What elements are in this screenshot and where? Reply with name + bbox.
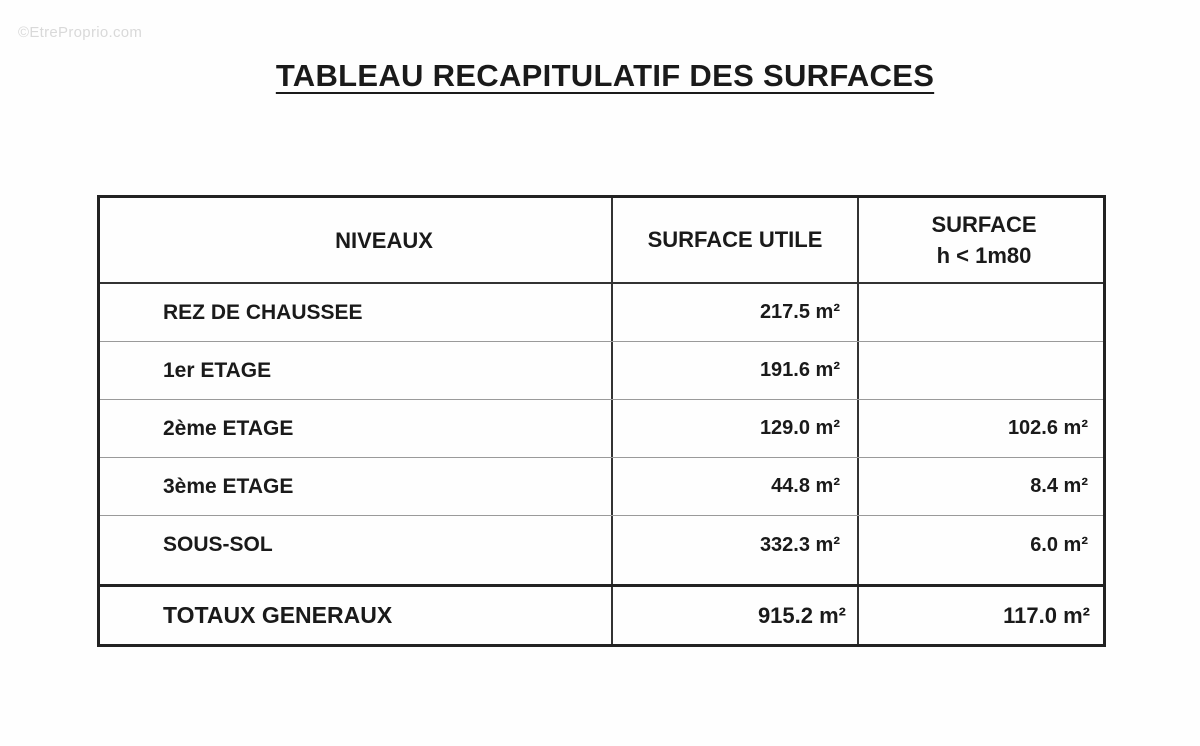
page-title-text: TABLEAU RECAPITULATIF DES SURFACES (275, 58, 935, 93)
row-usable-value: 332.3 m² (759, 533, 840, 556)
row-low-value (859, 284, 1103, 341)
row-low-value: 6.0 m² (1030, 533, 1088, 556)
header-low-area-line1: SURFACE (931, 212, 1037, 237)
header-low-area-line2: h < 1m80 (936, 243, 1032, 268)
totals-label: TOTAUX GENERAUX (163, 602, 393, 628)
header-low-area (859, 198, 1103, 282)
page-title (0, 58, 1200, 94)
row-low-value: 8.4 m² (1030, 475, 1088, 497)
header-usable-area: SURFACE UTILE (647, 226, 823, 252)
row-level-label: REZ DE CHAUSSEE (163, 300, 363, 324)
row-usable-value: 44.8 m² (771, 475, 840, 497)
surfaces-table (97, 195, 1106, 647)
row-level-label: SOUS-SOL (163, 533, 273, 556)
row-level-label: 2ème ETAGE (163, 416, 294, 440)
row-low-value (859, 342, 1103, 399)
row-usable-value: 217.5 m² (759, 301, 840, 323)
watermark: ©EtreProprio.com (18, 24, 143, 41)
row-usable-value: 129.0 m² (759, 417, 840, 439)
row-level-label: 3ème ETAGE (163, 474, 294, 498)
row-level-label: 1er ETAGE (163, 358, 272, 382)
row-usable-value: 191.6 m² (759, 359, 840, 381)
row-low-value: 102.6 m² (1007, 417, 1088, 439)
totals-low-value: 117.0 m² (1003, 602, 1090, 628)
totals-usable-value: 915.2 m² (757, 602, 846, 628)
header-levels: NIVEAUX (335, 227, 433, 253)
